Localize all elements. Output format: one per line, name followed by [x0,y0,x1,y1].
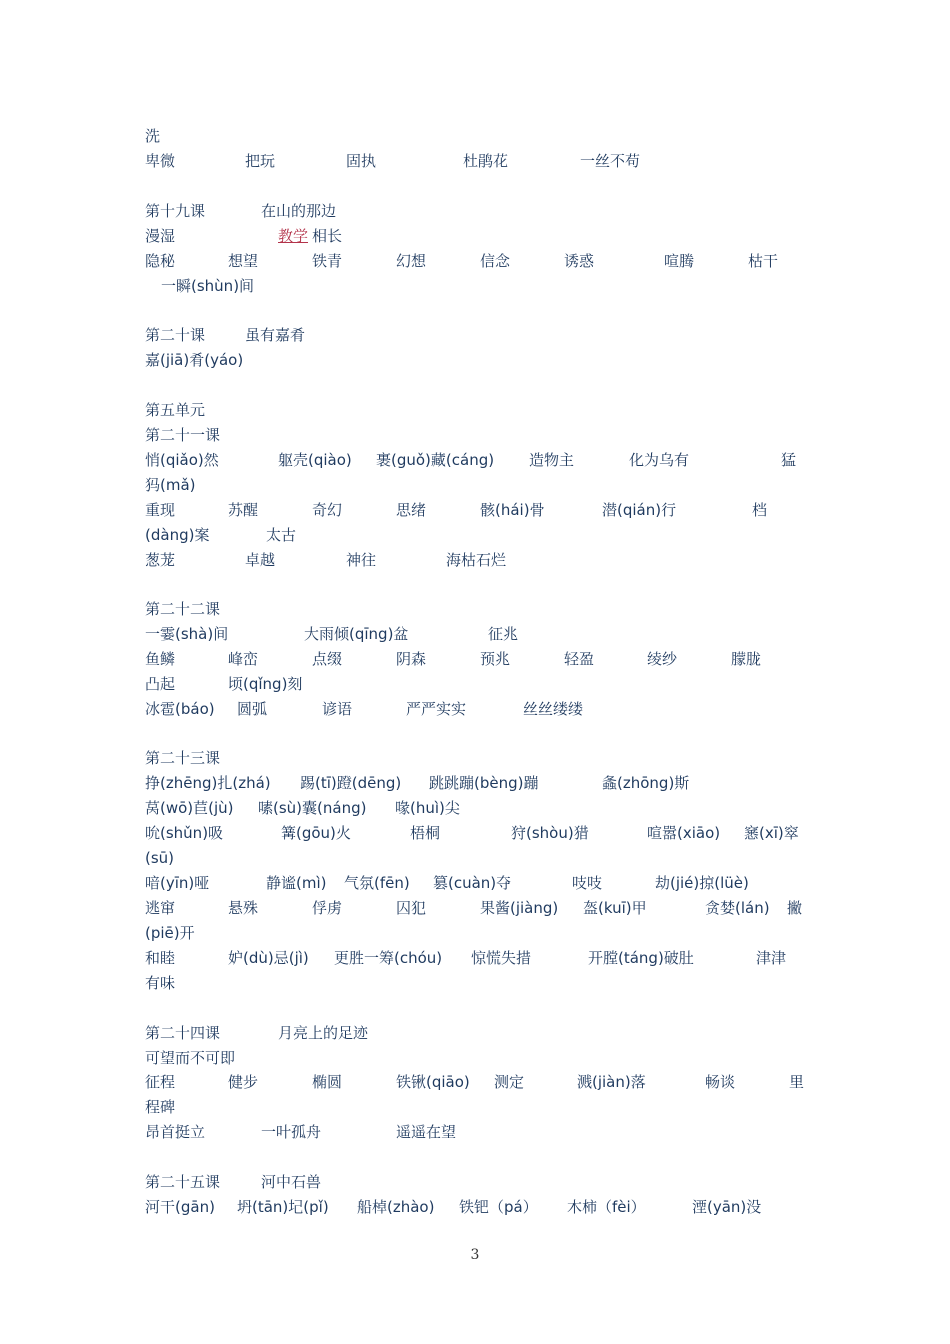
vocab-item: 遥遥在望 [396,1123,457,1141]
vocab-item: 嗉(sù)囊(náng) [258,799,367,817]
lesson-title: 河中石兽 [261,1173,322,1191]
vocab-item: 猛 [781,451,797,469]
vocab-item: 冰雹(báo) [145,700,215,718]
vocab-item: 梧桐 [410,824,441,842]
vocab-item: 贪婪(lán) [705,899,770,917]
vocab-item: 莴(wō)苣(jù) [145,799,234,817]
lesson-number: 第二十一课 [145,426,221,444]
vocab-item: 信念 [480,252,511,270]
vocab-item: 测定 [494,1073,525,1091]
vocab-item: 海枯石烂 [446,551,507,569]
vocab-item: 点缀 [312,650,343,668]
vocab-item: 椭圆 [312,1073,343,1091]
vocab-item: 程碑 [145,1098,176,1116]
vocab-item: 气氛(fēn) [344,874,410,892]
vocab-item: 太古 [266,526,297,544]
text-item: 洗 [145,127,161,145]
vocab-item: 铁锹(qiāo) [396,1073,470,1091]
vocab-item: 昂首挺立 [145,1123,206,1141]
vocab-item: 神往 [346,551,377,569]
vocab-item: 津津 [756,949,787,967]
vocab-item: 大雨倾(qīng)盆 [304,625,409,643]
vocab-item: 思绪 [396,501,427,519]
vocab-item: 篡(cuàn)夺 [433,874,512,892]
vocab-item: 苏醒 [228,501,259,519]
vocab-item: 里 [789,1073,805,1091]
vocab-item: 裹(guǒ)藏(cáng) [376,451,495,469]
lesson-number: 第二十课 [145,326,206,344]
vocab-item: 吮(shǔn)吸 [145,824,224,842]
vocab-item: 一叶孤舟 [261,1123,322,1141]
vocab-item: 潜(qián)行 [602,501,677,519]
vocab-item: 逃窜 [145,899,176,917]
vocab-item: 篝(gōu)火 [281,824,351,842]
vocab-item: 木柿（fèi） [567,1198,646,1216]
vocab-item: 一丝不苟 [580,152,641,170]
vocab-item: 把玩 [245,152,276,170]
vocab-item: 喧嚣(xiāo) [647,824,721,842]
vocab-item: 静谧(mì) [266,874,327,892]
vocab-item: 惊慌失措 [471,949,532,967]
vocab-item: (sū) [145,849,175,867]
vocab-item: 挣(zhēng)扎(zhá) [145,774,271,792]
vocab-item: 预兆 [480,650,511,668]
vocab-item: 螽(zhōng)斯 [602,774,690,792]
vocab-item: 想望 [228,252,259,270]
vocab-item: 畅谈 [705,1073,736,1091]
vocab-item: 相长 [312,227,343,245]
vocab-item: 一霎(shà)间 [145,625,229,643]
vocab-item: 造物主 [529,451,575,469]
vocab-item: 铁青 [312,252,343,270]
vocab-item: 河干(gān) [145,1198,215,1216]
vocab-item: 有味 [145,974,176,992]
vocab-item: 凸起 [145,675,176,693]
vocab-item: 轻盈 [564,650,595,668]
vocab-item: 幻想 [396,252,427,270]
vocab-item: 跳跳蹦(bèng)蹦 [429,774,539,792]
vocab-item: 漫湿 [145,227,176,245]
lesson-number: 第二十四课 [145,1024,221,1042]
vocab-item: 妒(dù)忌(jì) [228,949,309,967]
vocab-item: 峰峦 [228,650,259,668]
vocab-item: (piē)开 [145,924,195,942]
vocab-item: 阴森 [396,650,427,668]
lesson-title: 虽有嘉肴 [245,326,306,344]
vocab-item: 档 [752,501,768,519]
vocab-item: 果酱(jiàng) [480,899,559,917]
vocab-item: 喑(yīn)哑 [145,874,210,892]
unit-title: 第五单元 [145,401,206,419]
vocab-item: 劫(jié)掠(lüè) [655,874,749,892]
vocab-item: 化为乌有 [629,451,690,469]
vocab-item: 丝丝缕缕 [523,700,584,718]
hyperlink-text[interactable]: 教学 [278,227,309,245]
vocab-item: 重现 [145,501,176,519]
vocab-item: 健步 [228,1073,259,1091]
vocab-item: 铁钯（pá） [459,1198,538,1216]
vocab-item: 诱惑 [564,252,595,270]
vocab-item: 卓越 [245,551,276,569]
vocab-item: 圆弧 [237,700,268,718]
vocab-item: 葱茏 [145,551,176,569]
vocab-item: 撇 [787,899,803,917]
vocab-item: 鱼鳞 [145,650,176,668]
lesson-number: 第二十三课 [145,749,221,767]
vocab-item: 躯壳(qiào) [278,451,352,469]
vocab-item: 卑微 [145,152,176,170]
vocab-item: 枯干 [748,252,779,270]
vocab-item: 谚语 [322,700,353,718]
page-number: 3 [470,1247,480,1263]
vocab-item: 杜鹃花 [463,152,509,170]
lesson-title: 月亮上的足迹 [278,1024,369,1042]
vocab-item: 喧腾 [664,252,695,270]
vocab-item: 盔(kuī)甲 [583,899,647,917]
vocab-item: (dàng)案 [145,526,210,544]
vocab-item: 狩(shòu)猎 [511,824,589,842]
vocab-item: 嘉(jiā)肴(yáo) [145,351,244,369]
vocab-item: 一瞬(shùn)间 [161,277,255,295]
vocab-item: 固执 [346,152,377,170]
vocab-item: 朦胧 [731,650,762,668]
lesson-title: 在山的那边 [261,202,337,220]
vocab-item: 严严实实 [406,700,467,718]
vocab-item: 悄(qiǎo)然 [145,451,219,469]
vocab-item: 船棹(zhào) [357,1198,435,1216]
vocab-item: 坍(tān)圮(pǐ) [237,1198,329,1216]
vocab-item: 窸(xī)窣 [744,824,799,842]
vocab-item: 隐秘 [145,252,176,270]
lesson-number: 第二十二课 [145,600,221,618]
vocab-item: 溅(jiàn)落 [577,1073,646,1091]
vocab-item: 绫纱 [647,650,678,668]
vocab-item: 顷(qǐng)刻 [228,675,303,693]
vocab-item: 犸(mǎ) [145,476,196,494]
vocab-item: 俘虏 [312,899,343,917]
vocab-item: 和睦 [145,949,176,967]
vocab-item: 踢(tī)蹬(dēng) [300,774,402,792]
vocab-item: 征程 [145,1073,176,1091]
vocab-item: 奇幻 [312,501,343,519]
vocab-item: 喙(huì)尖 [395,799,460,817]
vocab-item: 湮(yān)没 [692,1198,762,1216]
vocab-item: 开膛(táng)破肚 [588,949,694,967]
lesson-number: 第十九课 [145,202,206,220]
vocab-item: 悬殊 [228,899,259,917]
lesson-number: 第二十五课 [145,1173,221,1191]
vocab-item: 骸(hái)骨 [480,501,545,519]
vocab-item: 吱吱 [572,874,603,892]
vocab-item: 可望而不可即 [145,1049,236,1067]
vocab-item: 征兆 [488,625,519,643]
vocab-item: 囚犯 [396,899,427,917]
vocab-item: 更胜一筹(chóu) [334,949,443,967]
